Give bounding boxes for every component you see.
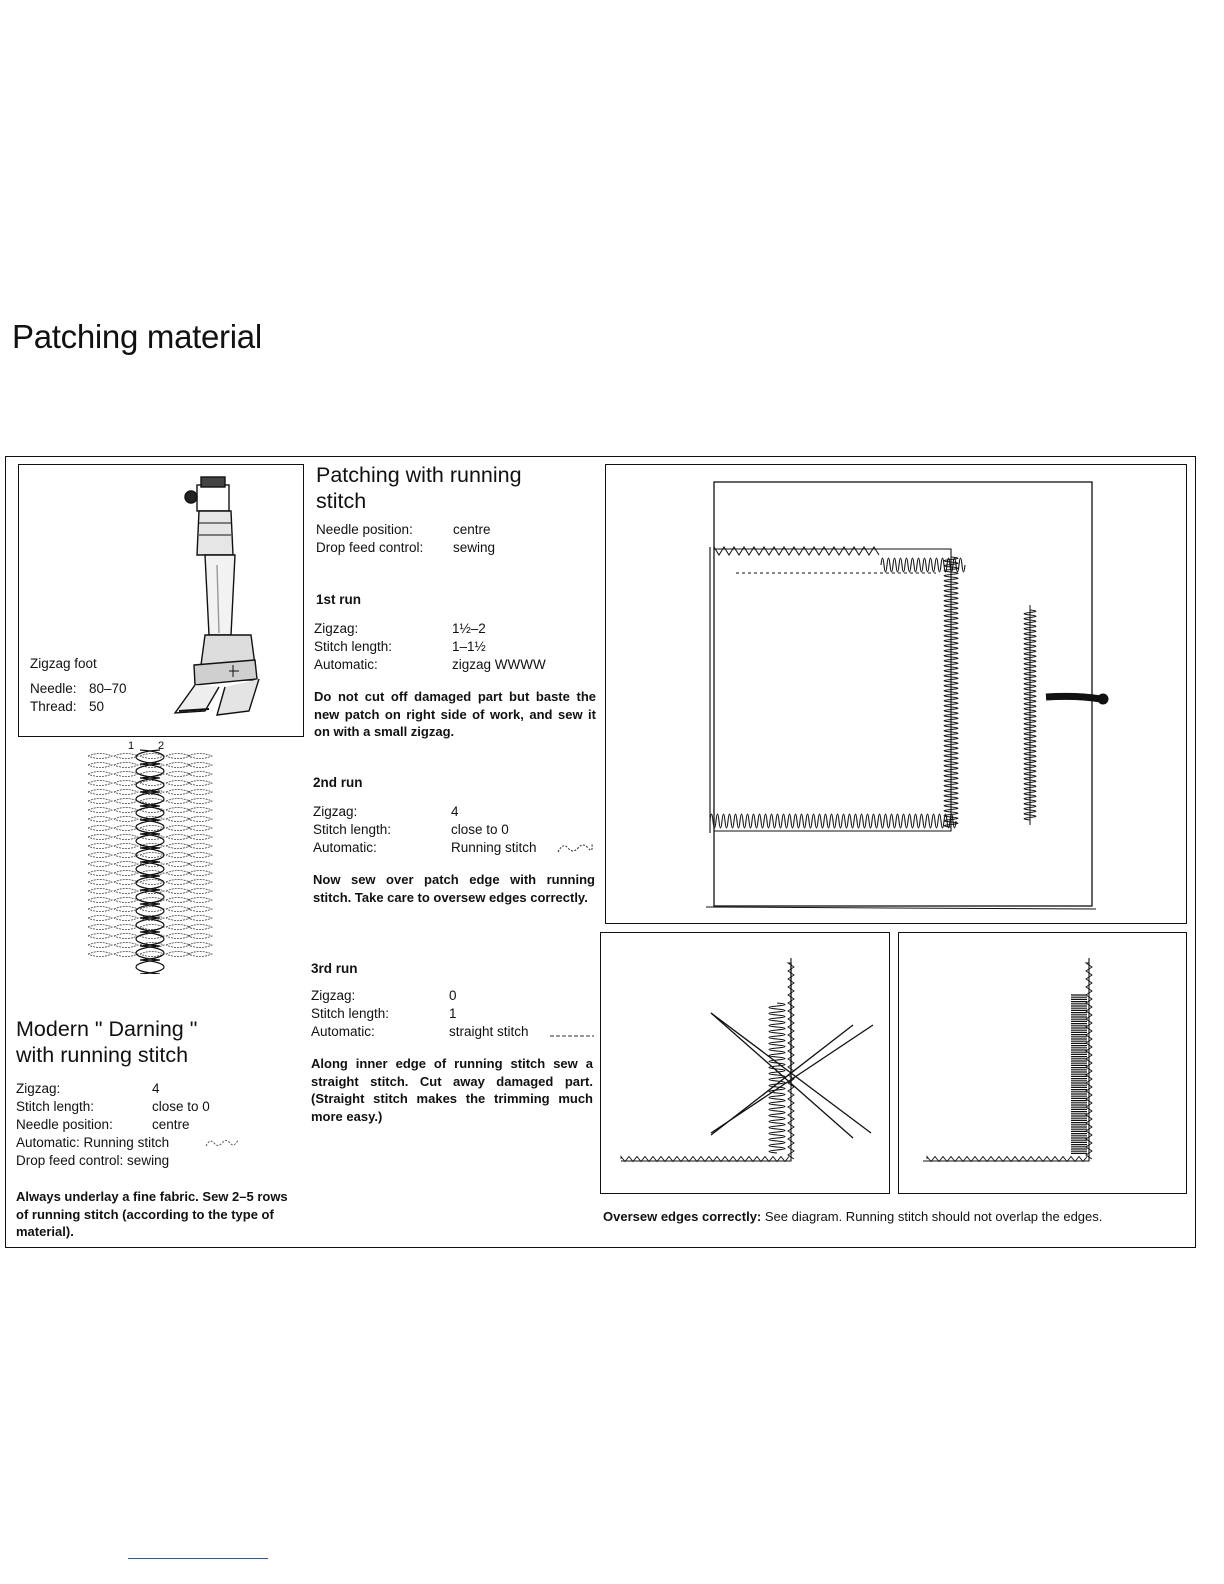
darning-setting-value: centre bbox=[152, 1117, 190, 1132]
patching-setting-value: centre bbox=[453, 522, 491, 537]
darning-setting-label: Drop feed control: sewing bbox=[16, 1153, 170, 1168]
presser-foot-panel bbox=[18, 464, 304, 737]
run-2-setting-label: Zigzag: bbox=[313, 804, 358, 819]
darning-setting-value: 4 bbox=[152, 1081, 160, 1096]
patching-heading-block bbox=[316, 462, 596, 514]
run-3-setting-value: straight stitch bbox=[449, 1024, 529, 1039]
darning-thread-path bbox=[136, 750, 160, 974]
darning-heading-line2: with running stitch bbox=[16, 1043, 189, 1067]
running-stitch-loops bbox=[82, 742, 218, 974]
darning-setting-label: Zigzag: bbox=[16, 1081, 61, 1096]
running-stitch-icon bbox=[556, 841, 594, 855]
patching-heading-line2: stitch bbox=[316, 489, 367, 513]
page-title: Patching material bbox=[12, 318, 262, 355]
run-3-setting-value: 1 bbox=[449, 1006, 457, 1021]
run-1-title: 1st run bbox=[316, 592, 362, 607]
wrong-oversew-diagram bbox=[601, 933, 888, 1192]
needle-label: Needle: bbox=[30, 681, 77, 696]
foot-label: Zigzag foot bbox=[30, 656, 97, 671]
patching-setting-label: Drop feed control: bbox=[316, 540, 424, 555]
patch-diagram bbox=[606, 465, 1185, 922]
wrong-oversew-diagram-panel bbox=[600, 932, 890, 1194]
thread-value: 50 bbox=[89, 699, 105, 714]
darning-stitch-diagram bbox=[82, 742, 218, 974]
darning-setting-value: close to 0 bbox=[152, 1099, 210, 1114]
run-1-setting-label: Zigzag: bbox=[314, 621, 359, 636]
oversew-caption bbox=[603, 1208, 1185, 1226]
run-2-text: Now sew over patch edge with running stitch. Take care to oversew edges correctly. bbox=[313, 872, 595, 905]
run-3-setting-label: Stitch length: bbox=[311, 1006, 390, 1021]
darning-note: Always underlay a fine fabric. Sew 2–5 rows of running stitch (according to the type of material). bbox=[16, 1189, 288, 1239]
patching-setting-value: sewing bbox=[453, 540, 496, 555]
darning-heading-line1: Modern " Darning " bbox=[16, 1017, 198, 1041]
run-1-setting-value: zigzag WWWW bbox=[452, 657, 546, 672]
patch-diagram-panel bbox=[605, 464, 1187, 924]
straight-stitch-icon bbox=[548, 1029, 596, 1039]
darning-loop-rows bbox=[88, 754, 212, 957]
darning-setting-label: Automatic: Running stitch bbox=[16, 1135, 170, 1150]
needle-value: 80–70 bbox=[89, 681, 127, 696]
run-1-setting-value: 1½–2 bbox=[452, 621, 486, 636]
run-3-title: 3rd run bbox=[311, 961, 358, 976]
run-3-setting-label: Zigzag: bbox=[311, 988, 356, 1003]
darning-thread-path bbox=[140, 750, 164, 974]
darning-settings bbox=[16, 1080, 306, 1172]
run-2-setting-label: Stitch length: bbox=[313, 822, 392, 837]
run-2-setting-value: Running stitch bbox=[451, 840, 537, 855]
thread-label: Thread: bbox=[30, 699, 77, 714]
patching-setting-label: Needle position: bbox=[316, 522, 413, 537]
run-1-setting-label: Stitch length: bbox=[314, 639, 393, 654]
run-1-setting-value: 1–1½ bbox=[452, 639, 486, 654]
diagram-number-1: 1 bbox=[128, 740, 135, 752]
run-2-title: 2nd run bbox=[313, 775, 363, 790]
correct-oversew-diagram-panel bbox=[898, 932, 1187, 1194]
diagram-number-2: 2 bbox=[158, 740, 165, 752]
run-3-text: Along inner edge of running stitch sew a straight stitch. Cut away damaged part. (Straight stitch makes the trimming much more easy.) bbox=[311, 1056, 593, 1124]
running-stitch-icon bbox=[204, 1137, 240, 1149]
run-2-setting-label: Automatic: bbox=[313, 840, 377, 855]
run-3-setting-label: Automatic: bbox=[311, 1024, 375, 1039]
run-1-setting-label: Automatic: bbox=[314, 657, 378, 672]
oversew-text: See diagram. Running stitch should not overlap the edges. bbox=[764, 1209, 1103, 1224]
run-2-setting-value: close to 0 bbox=[451, 822, 509, 837]
darning-section bbox=[16, 1016, 306, 1241]
correct-oversew-diagram bbox=[899, 933, 1185, 1192]
run-3-setting-value: 0 bbox=[449, 988, 457, 1003]
darning-setting-label: Needle position: bbox=[16, 1117, 113, 1132]
run-2-setting-value: 4 bbox=[451, 804, 459, 819]
run-1-text: Do not cut off damaged part but baste the new patch on right side of work, and sew it on with a small zigzag. bbox=[314, 689, 596, 739]
darning-setting-label: Stitch length: bbox=[16, 1099, 95, 1114]
oversew-lead: Oversew edges correctly: bbox=[603, 1209, 762, 1224]
footer-rule bbox=[128, 1558, 268, 1559]
patching-heading-line1: Patching with running bbox=[316, 463, 522, 487]
